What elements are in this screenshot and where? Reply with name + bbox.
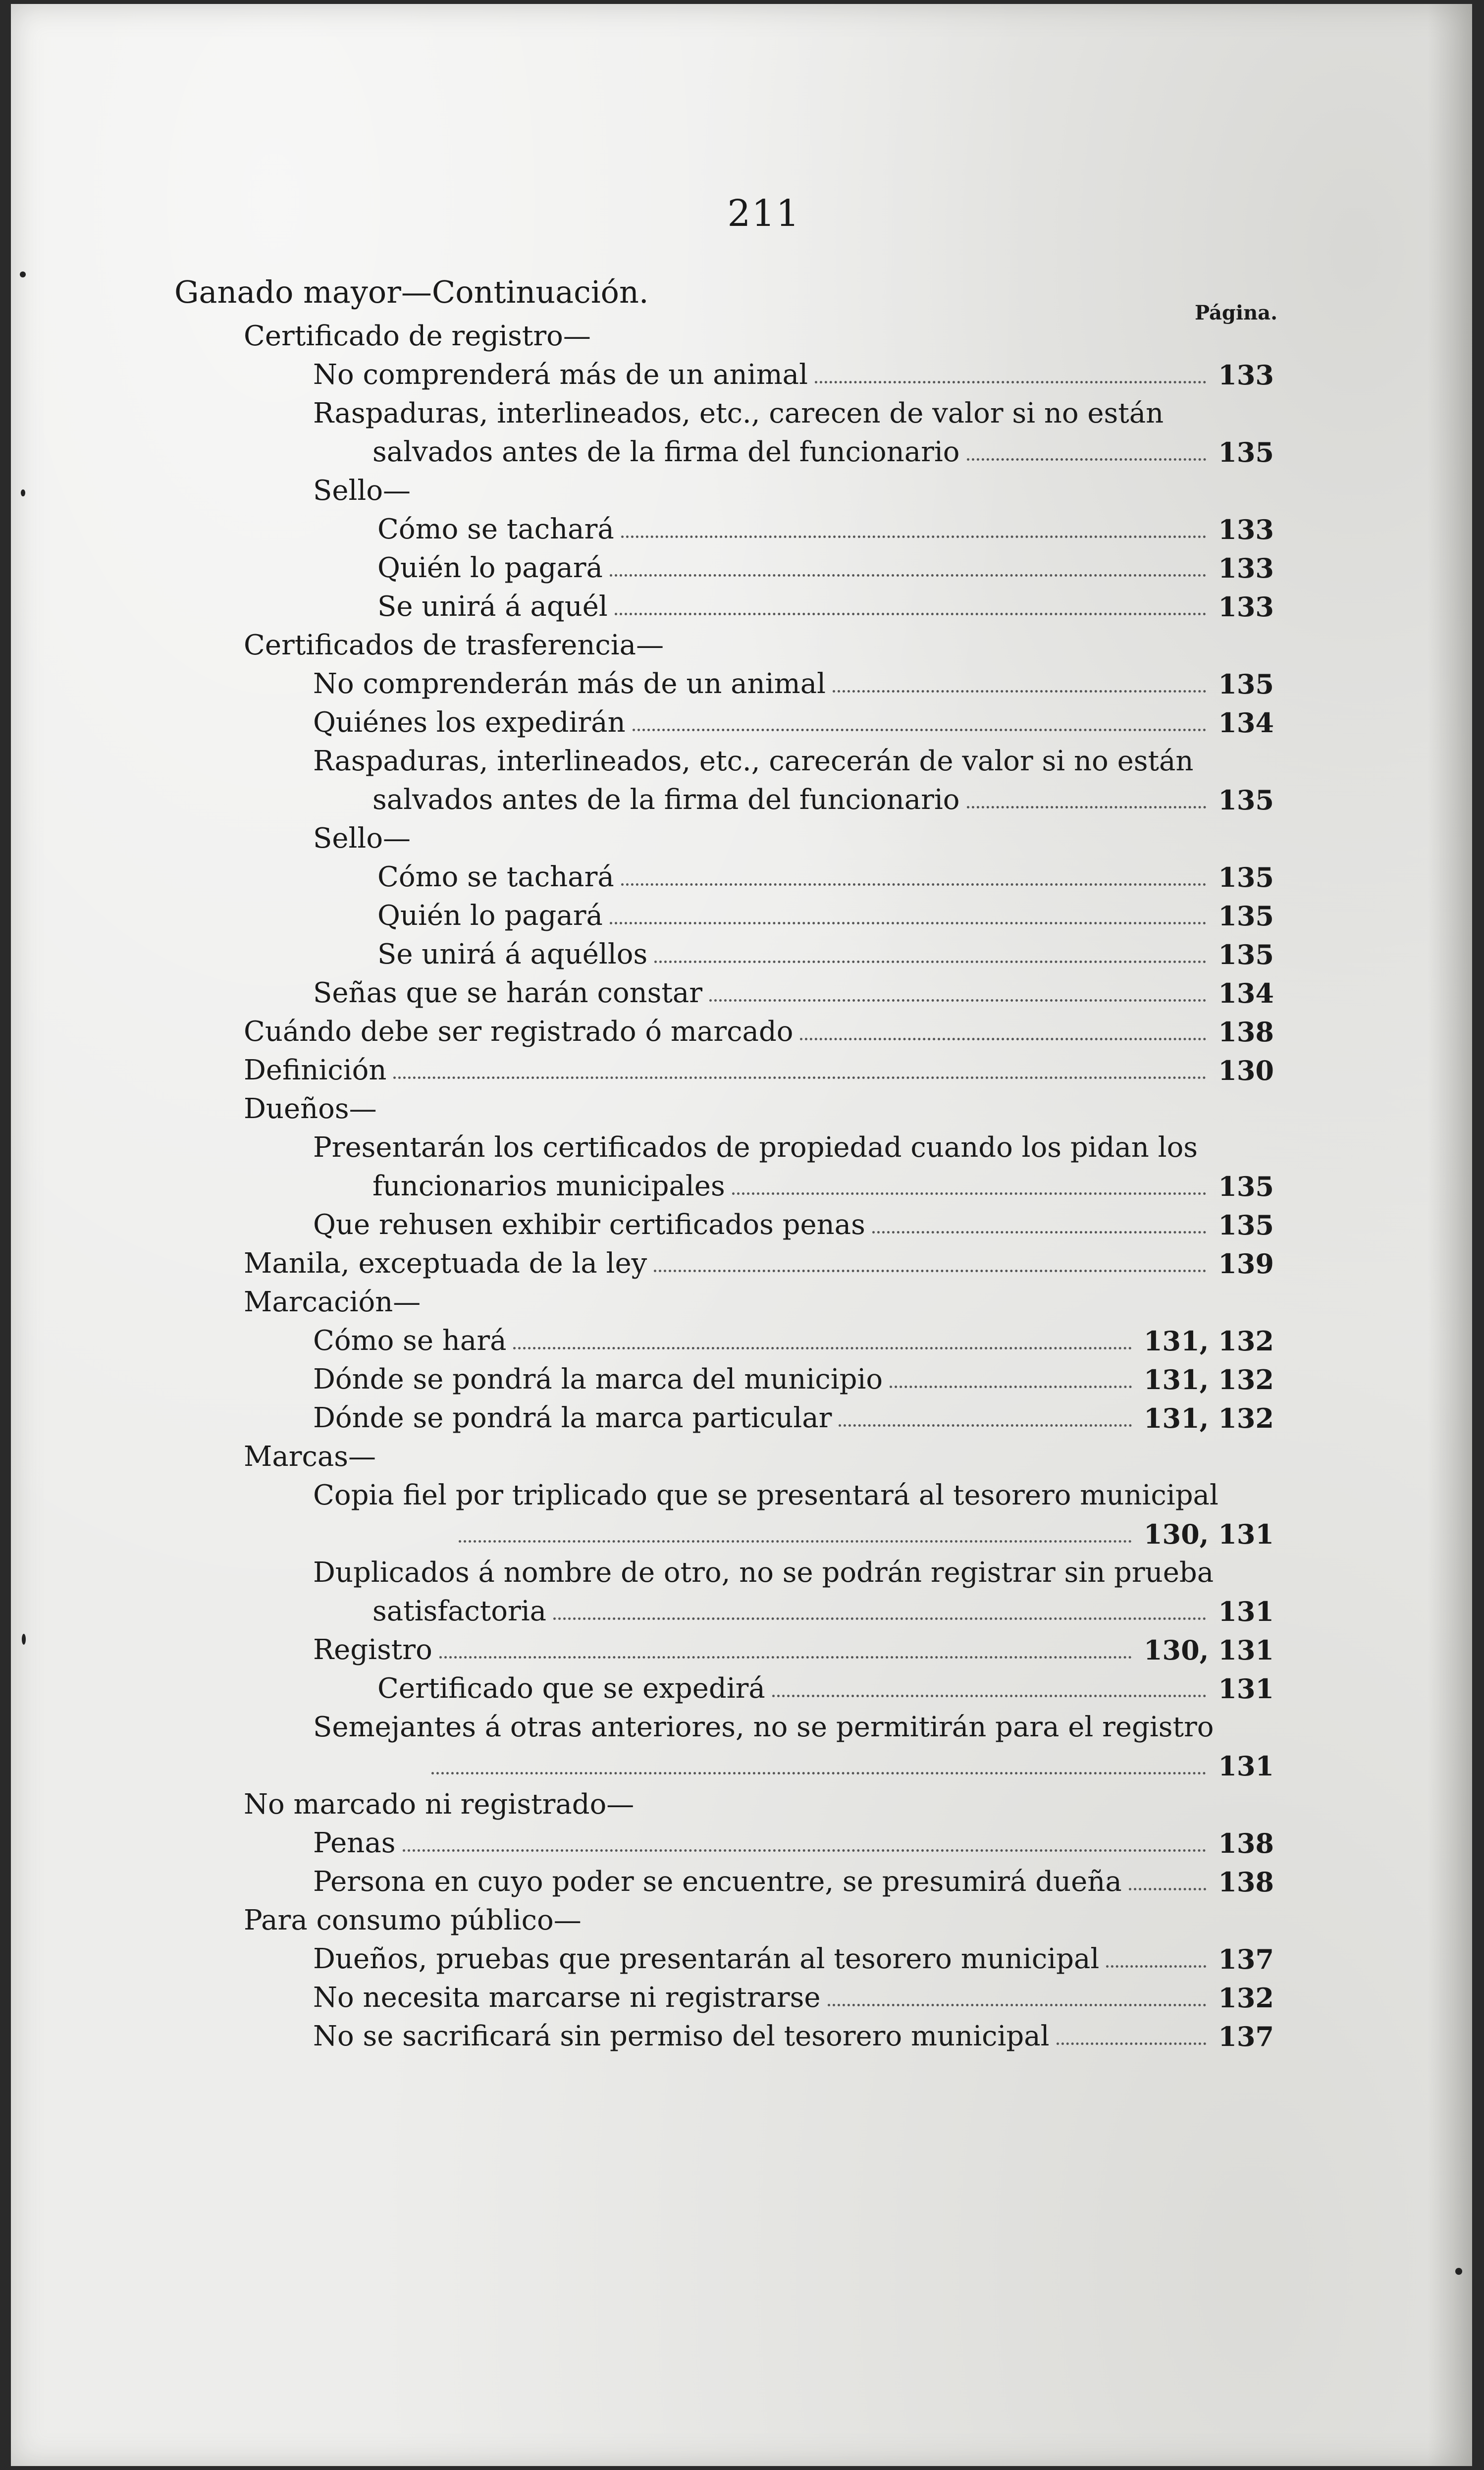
index-entry-text: Quién lo pagará <box>377 552 603 584</box>
index-entry-pages: 135 <box>1218 861 1274 893</box>
leader-dots <box>839 1424 1132 1427</box>
page-number: 211 <box>727 192 800 235</box>
leader-dots <box>833 690 1206 693</box>
index-entry <box>11 1979 1472 2017</box>
index-entry-text: Cuándo debe ser registrado ó marcado <box>244 1016 794 1048</box>
index-entry <box>11 897 1472 935</box>
leader-dots <box>615 613 1206 615</box>
index-entry <box>11 1863 1472 1901</box>
index-entry-text: Definición <box>244 1054 387 1086</box>
index-entry-pages: 137 <box>1218 1943 1274 1975</box>
index-entry <box>11 510 1472 549</box>
index-entry-text: No se sacrificará sin permiso del tesorero municipal <box>313 2020 1050 2052</box>
leader-dots <box>872 1231 1206 1234</box>
index-entry-pages: 134 <box>1218 707 1274 739</box>
leader-dots <box>393 1076 1206 1079</box>
index-entry-text: Persona en cuyo poder se encuentre, se presumirá dueña <box>313 1866 1122 1898</box>
leader-dots <box>890 1386 1132 1388</box>
index-entry-pages: 132 <box>1218 1982 1274 2014</box>
index-entry-pages: 135 <box>1218 784 1274 816</box>
index-entry <box>11 665 1472 703</box>
index-entries <box>11 317 1472 2056</box>
index-entry-pages: 133 <box>1218 552 1274 584</box>
index-content <box>11 4 1472 2466</box>
index-entry-pages: 135 <box>1218 900 1274 932</box>
index-entry-text: Dónde se pondrá la marca particular <box>313 1402 832 1434</box>
index-entry-text: Se unirá á aquél <box>377 591 608 623</box>
index-entry <box>11 1554 1472 1631</box>
leader-dots <box>621 883 1207 886</box>
index-entry <box>11 703 1472 742</box>
index-entry <box>11 1476 1472 1554</box>
index-entry <box>11 1940 1472 1979</box>
index-entry-pages: 138 <box>1218 1827 1274 1859</box>
index-entry-text: Sello— <box>313 822 411 855</box>
index-entry <box>11 317 1472 356</box>
index-entry <box>11 1631 1472 1669</box>
index-entry-text: Dónde se pondrá la marca del municipio <box>313 1363 883 1396</box>
index-entry <box>11 1669 1472 1708</box>
index-entry-text: Registro <box>313 1634 432 1666</box>
leader-dots <box>513 1347 1131 1349</box>
index-entry-text: Raspaduras, interlineados, etc., carecerán de valor si no están salvados antes de la firma del funcionario <box>313 745 1194 816</box>
index-entry-text: Que rehusen exhibir certificados penas <box>313 1209 865 1241</box>
index-entry <box>11 1283 1472 1322</box>
index-entry-text: Manila, exceptuada de la ley <box>244 1247 647 1280</box>
index-entry-pages: 133 <box>1218 359 1274 391</box>
index-entry-pages: 139 <box>1218 1248 1274 1280</box>
index-entry-text: No comprenderá más de un animal <box>313 359 808 391</box>
ink-speck <box>22 1634 26 1645</box>
index-entry <box>11 2017 1472 2056</box>
index-entry <box>11 1128 1472 1206</box>
index-entry-pages: 131, 132 <box>1143 1325 1274 1357</box>
index-entry <box>11 394 1472 472</box>
index-entry <box>11 1322 1472 1360</box>
index-entry-pages: 134 <box>1218 977 1274 1009</box>
index-entry-pages: 131, 132 <box>1143 1402 1274 1434</box>
index-entry-text: Penas <box>313 1827 396 1859</box>
document-page <box>11 4 1472 2466</box>
leader-dots <box>828 2004 1207 2006</box>
index-entry-text: No necesita marcarse ni registrarse <box>313 1982 821 2014</box>
index-entry-pages: 138 <box>1218 1016 1274 1048</box>
index-entry-pages: 133 <box>1218 591 1274 623</box>
index-entry-text: Marcación— <box>244 1286 421 1318</box>
index-entry-text: Cómo se tachará <box>377 861 614 893</box>
index-entry-pages: 130, 131 <box>1143 1518 1274 1550</box>
ink-speck <box>21 489 25 496</box>
index-entry-text: Cómo se hará <box>313 1325 507 1357</box>
index-entry <box>11 356 1472 394</box>
index-entry-text: Quiénes los expedirán <box>313 706 626 739</box>
leader-dots <box>439 1656 1132 1659</box>
index-entry-text: Dueños— <box>244 1093 377 1125</box>
index-entry <box>11 1244 1472 1283</box>
index-entry <box>11 974 1472 1013</box>
index-entry-text: Marcas— <box>244 1441 376 1473</box>
index-entry-text: No marcado ni registrado— <box>244 1788 635 1821</box>
leader-dots <box>654 1270 1206 1272</box>
ink-speck <box>20 271 26 277</box>
index-entry <box>11 1901 1472 1940</box>
index-entry-text: Certificado de registro— <box>244 320 591 352</box>
leader-dots <box>403 1849 1207 1852</box>
index-entry <box>11 472 1472 510</box>
leader-dots <box>431 1772 1206 1774</box>
leader-dots <box>459 1540 1132 1543</box>
index-entry <box>11 819 1472 858</box>
index-entry-pages: 135 <box>1218 1171 1274 1202</box>
index-entry-text: Señas que se harán constar <box>313 977 703 1009</box>
index-entry-pages: 135 <box>1218 939 1274 970</box>
index-entry-text: Certificado que se expedirá <box>377 1672 765 1705</box>
index-entry-text: Sello— <box>313 475 411 507</box>
leader-dots <box>654 961 1206 963</box>
index-entry-pages: 135 <box>1218 668 1274 700</box>
index-entry-pages: 130 <box>1218 1055 1274 1086</box>
index-entry-pages: 138 <box>1218 1866 1274 1898</box>
index-entry <box>11 588 1472 626</box>
leader-dots <box>967 458 1207 461</box>
section-title: Ganado mayor—Continuación. <box>174 274 649 310</box>
index-entry <box>11 1206 1472 1244</box>
index-entry <box>11 1051 1472 1090</box>
index-entry-pages: 131 <box>1218 1673 1274 1705</box>
leader-dots <box>709 999 1206 1002</box>
index-entry <box>11 1090 1472 1128</box>
leader-dots <box>1129 1888 1207 1890</box>
ink-speck <box>1455 2268 1462 2275</box>
leader-dots <box>1106 1965 1206 1968</box>
index-entry <box>11 626 1472 665</box>
index-entry <box>11 1013 1472 1051</box>
index-entry-text: Raspaduras, interlineados, etc., carecen de valor si no están salvados antes de la firma del funcionario <box>313 397 1164 468</box>
index-entry <box>11 1360 1472 1399</box>
index-entry-text: Dueños, pruebas que presentarán al tesorero municipal <box>313 1943 1100 1975</box>
leader-dots <box>1057 2042 1207 2045</box>
index-entry <box>11 1785 1472 1824</box>
index-entry-pages: 131 <box>1218 1750 1274 1782</box>
index-entry-pages: 131, 132 <box>1143 1364 1274 1396</box>
index-entry-text: Se unirá á aquéllos <box>377 938 648 970</box>
index-entry-pages: 130, 131 <box>1143 1634 1274 1666</box>
index-entry-text: Presentarán los certificados de propiedad cuando los pidan los funcionarios municipales <box>313 1131 1198 1202</box>
index-entry-pages: 131 <box>1218 1596 1274 1627</box>
index-entry <box>11 935 1472 974</box>
leader-dots <box>967 806 1207 808</box>
index-entry-pages: 135 <box>1218 436 1274 468</box>
index-entry-text: Duplicados á nombre de otro, no se podrán registrar sin prueba satisfactoria <box>313 1557 1214 1627</box>
index-entry-text: Copia fiel por triplicado que se presentará al tesorero municipal <box>313 1479 1219 1511</box>
index-entry-text: Semejantes á otras anteriores, no se permitirán para el registro <box>313 1711 1214 1743</box>
index-entry-text: Cómo se tachará <box>377 513 614 545</box>
index-entry-pages: 137 <box>1218 2021 1274 2052</box>
leader-dots <box>610 922 1206 924</box>
index-entry <box>11 549 1472 588</box>
index-entry-pages: 133 <box>1218 514 1274 545</box>
leader-dots <box>815 381 1206 383</box>
index-entry <box>11 858 1472 897</box>
leader-dots <box>772 1695 1206 1697</box>
leader-dots <box>800 1038 1206 1040</box>
index-entry-pages: 135 <box>1218 1209 1274 1241</box>
index-entry <box>11 1824 1472 1863</box>
index-entry <box>11 1438 1472 1476</box>
index-entry <box>11 1708 1472 1785</box>
leader-dots <box>553 1617 1206 1620</box>
leader-dots <box>633 729 1207 731</box>
leader-dots <box>732 1192 1207 1195</box>
index-entry-text: Quién lo pagará <box>377 900 603 932</box>
index-entry <box>11 1399 1472 1438</box>
leader-dots <box>610 574 1206 577</box>
index-entry-text: Para consumo público— <box>244 1904 582 1936</box>
index-entry-text: No comprenderán más de un animal <box>313 668 826 700</box>
index-entry-text: Certificados de trasferencia— <box>244 629 664 661</box>
index-entry <box>11 742 1472 819</box>
page-column-header: Página. <box>1195 301 1278 324</box>
leader-dots <box>621 536 1207 538</box>
